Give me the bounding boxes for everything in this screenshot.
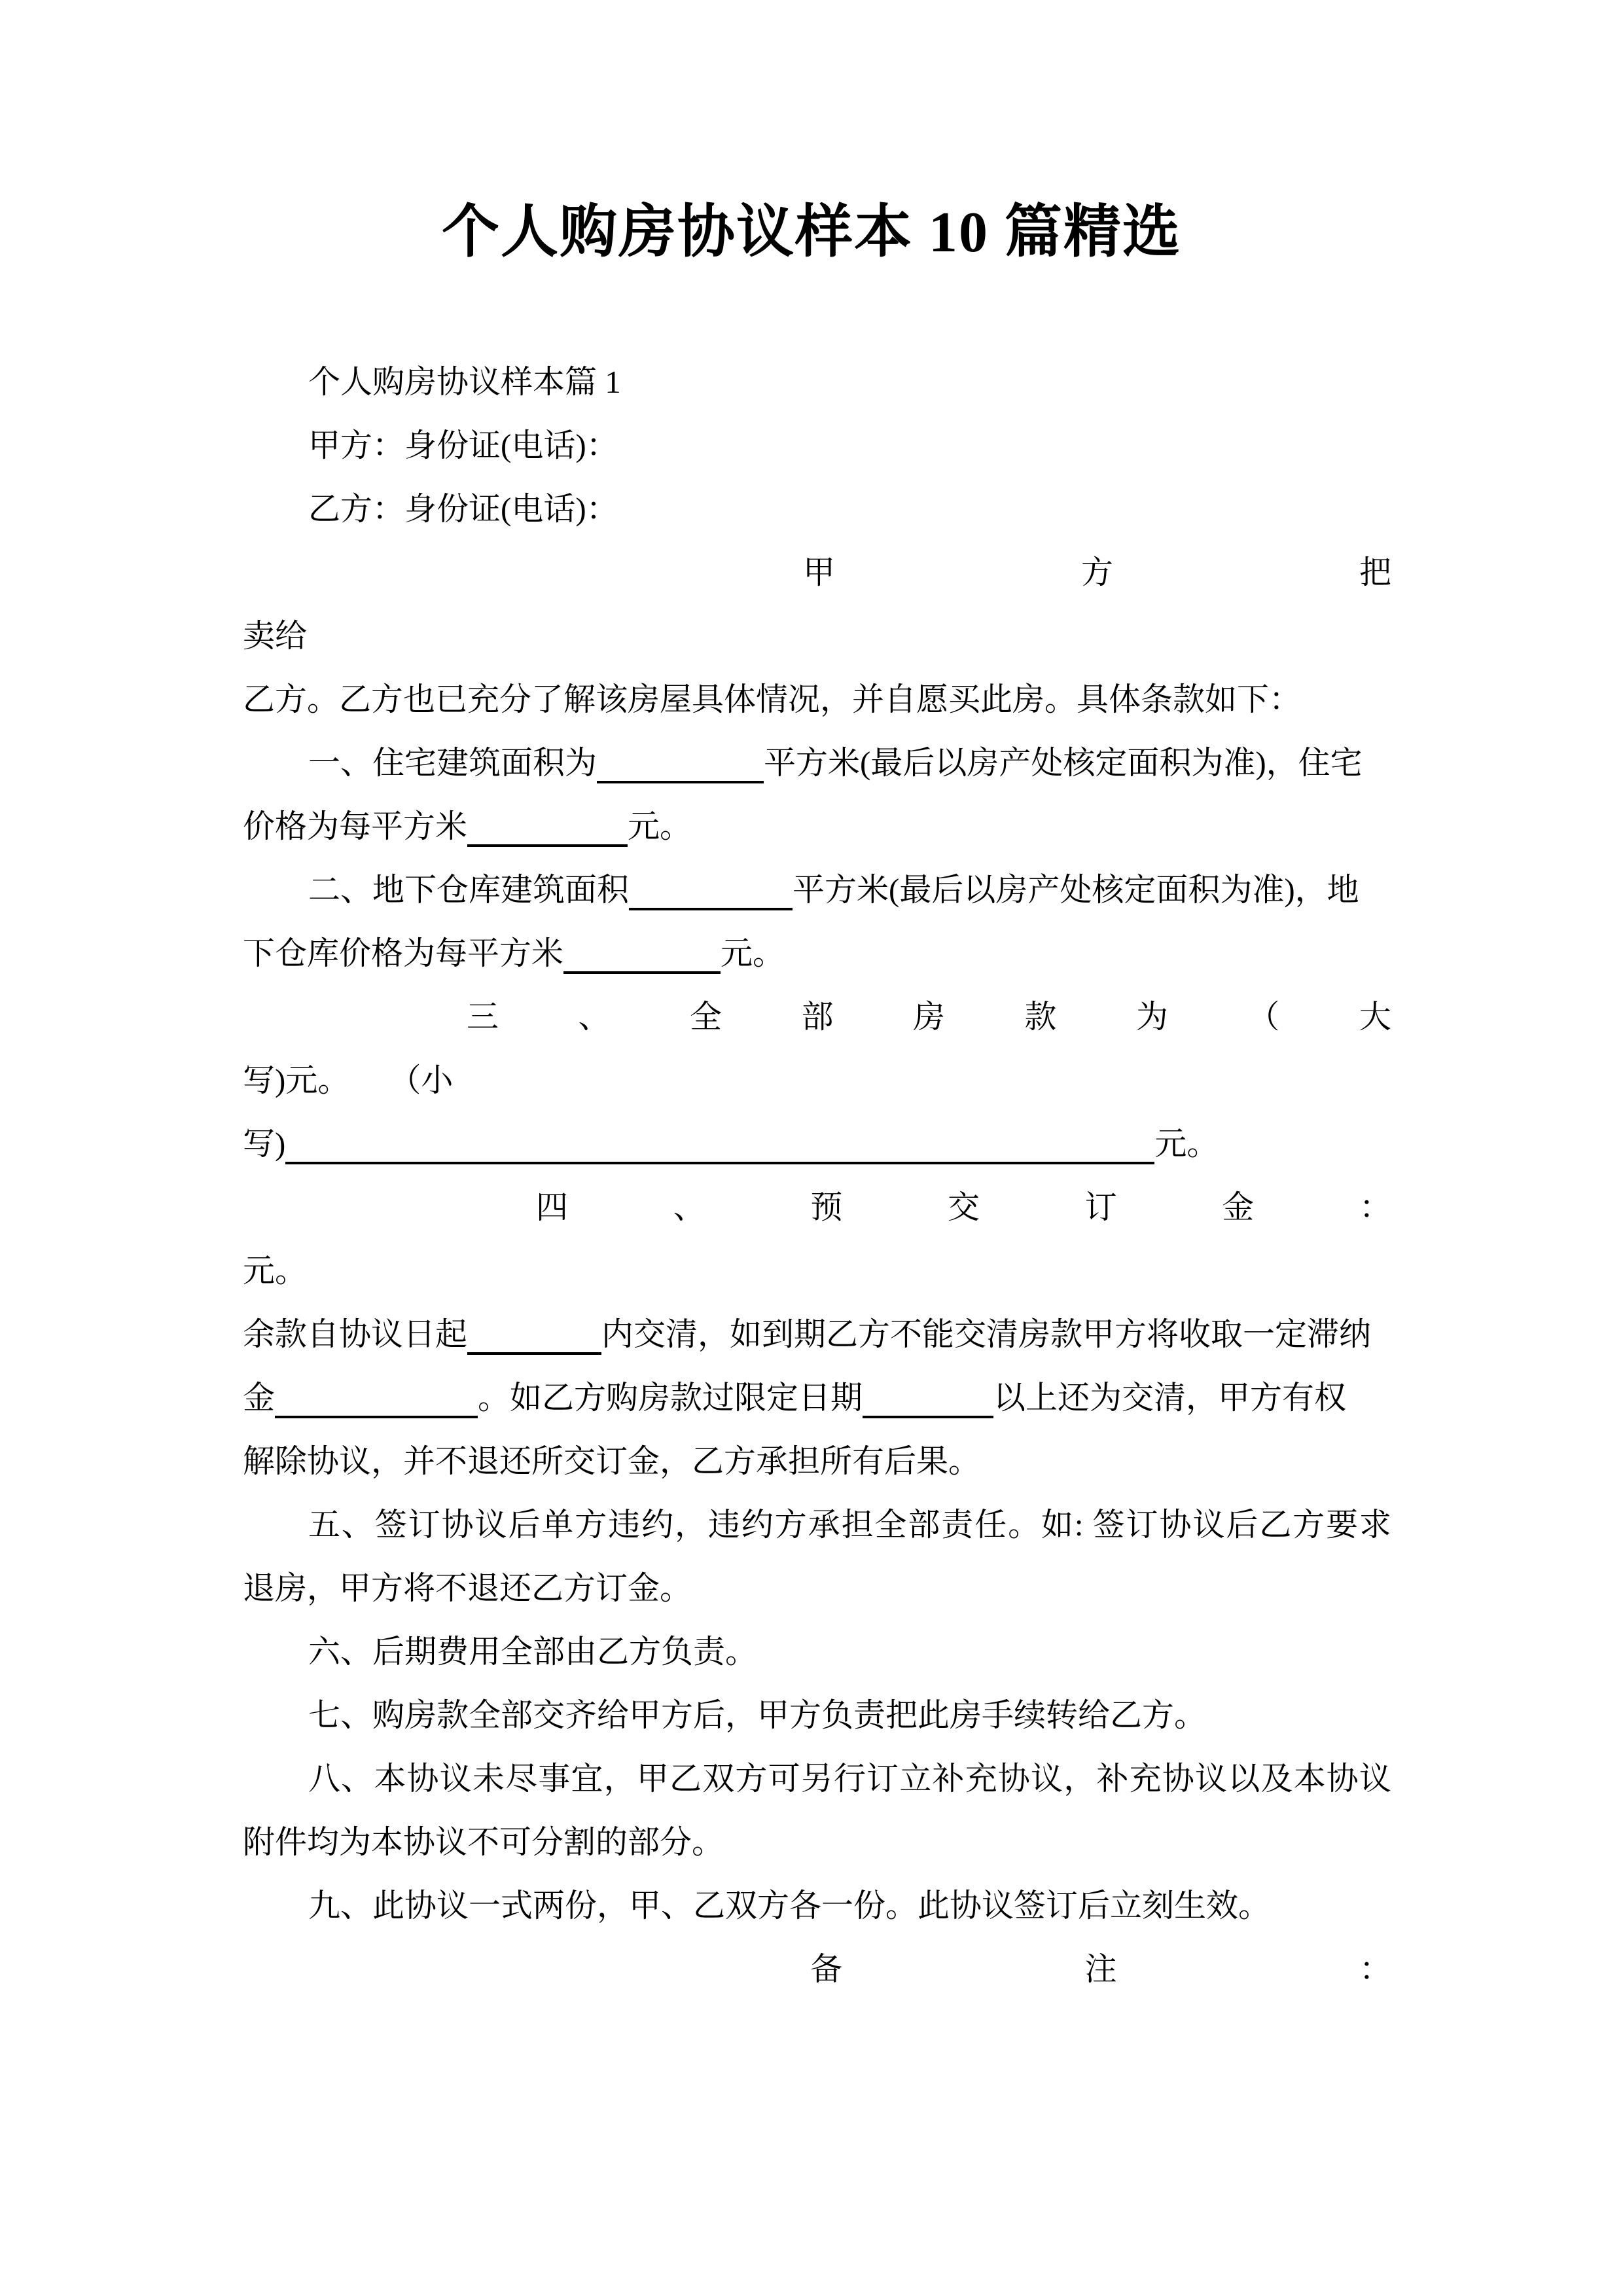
clause-3-line-1 bbox=[243, 985, 1391, 1049]
spread-char: 三 bbox=[467, 999, 499, 1035]
clause-2-text-pre: 二、地下仓库建筑面积 bbox=[308, 872, 630, 908]
late-fee-post: 以上还为交清，甲方有权 bbox=[993, 1380, 1347, 1416]
spread-char: 备 bbox=[810, 1951, 843, 1987]
clause-8-line-1: 八、本协议未尽事宜，甲乙双方可另行订立补充协议，补充协议以及本协议 bbox=[308, 1761, 1391, 1797]
document-body bbox=[243, 350, 1391, 2064]
spread-char: 部 bbox=[801, 999, 834, 1035]
blank-underline bbox=[467, 795, 628, 847]
spread-char: 四 bbox=[536, 1189, 569, 1225]
clause-1-text-pre: 一、住宅建筑面积为 bbox=[308, 745, 597, 781]
clause-2-line-1 bbox=[243, 858, 1391, 922]
spread-char: 款 bbox=[1024, 999, 1057, 1035]
spread-char: 、 bbox=[673, 1189, 705, 1225]
spread-char: 为 bbox=[1135, 999, 1168, 1035]
clause-1-text-post: 平方米(最后以房产处核定面积为准)，住宅 bbox=[764, 745, 1363, 781]
blank-underline bbox=[467, 1302, 601, 1355]
sold-to-text: 卖给 bbox=[243, 618, 308, 654]
blank-underline bbox=[275, 1366, 478, 1418]
blank-underline bbox=[597, 731, 764, 783]
clause-5-line-2: 退房，甲方将不退还乙方订金。 bbox=[243, 1570, 692, 1606]
clause-3-capital-pre: 写) bbox=[243, 1062, 286, 1098]
clause-2-price-pre: 下仓库价格为每平方米 bbox=[243, 935, 564, 971]
document-title: 个人购房协议样本 10 篇精选 bbox=[441, 201, 1181, 264]
spread-char: 预 bbox=[810, 1189, 843, 1225]
clause-3-capital-post: （小 bbox=[389, 1062, 454, 1098]
clause-1-price-post: 元。 bbox=[628, 808, 692, 844]
late-fee-mid: 。如乙方购房款过限定日期 bbox=[478, 1380, 863, 1416]
clause-1-line-2 bbox=[243, 795, 1391, 858]
spread-char: 房 bbox=[912, 999, 945, 1035]
sold-to-line bbox=[243, 604, 1391, 668]
clause-3-line-2 bbox=[243, 1049, 1391, 1112]
spread-char: 把 bbox=[1359, 554, 1391, 590]
spread-char: 订 bbox=[1084, 1189, 1117, 1225]
clause-1-price-pre: 价格为每平方米 bbox=[243, 808, 468, 844]
deposit-amount-unit: 元。 bbox=[243, 1253, 308, 1289]
clause-4-line-1 bbox=[243, 1175, 1391, 1239]
spread-char: ： bbox=[1359, 1189, 1391, 1225]
clause-9-line: 九、此协议一式两份，甲、乙双方各一份。此协议签订后立刻生效。 bbox=[308, 1888, 1271, 1924]
intro-line: 乙方。乙方也已充分了解该房屋具体情况，并自愿买此房。具体条款如下： bbox=[243, 681, 1302, 717]
spread-char: 交 bbox=[947, 1189, 980, 1225]
remark-underline-line bbox=[243, 2001, 1391, 2064]
spread-char: 注 bbox=[1084, 1951, 1117, 1987]
blank-underline bbox=[629, 858, 793, 910]
clause-3-capital-mid: 元。 bbox=[285, 1062, 350, 1098]
clause-5-line-1: 五、签订协议后单方违约，违约方承担全部责任。如: 签订协议后乙方要求 bbox=[308, 1507, 1391, 1543]
party-a-line: 甲方：身份证(电话)： bbox=[308, 427, 618, 463]
spread-char: （ bbox=[1247, 999, 1280, 1035]
clause-2-text-post: 平方米(最后以房产处核定面积为准)，地 bbox=[793, 872, 1359, 908]
clause-2-price-post: 元。 bbox=[721, 935, 785, 971]
spread-char: ： bbox=[1359, 1951, 1391, 1987]
spread-char: 全 bbox=[689, 999, 722, 1035]
party-b-line: 乙方：身份证(电话)： bbox=[308, 491, 618, 527]
balance-line-1 bbox=[243, 1302, 1391, 1366]
blank-underline bbox=[285, 1112, 1154, 1164]
clause-6-line: 六、后期费用全部由乙方负责。 bbox=[308, 1634, 758, 1670]
clause-7-line: 七、购房款全部交齐给甲方后，甲方负责把此房手续转给乙方。 bbox=[308, 1697, 1207, 1733]
clause-3-small-pre: 写) bbox=[243, 1126, 286, 1162]
clause-1-line-1 bbox=[243, 731, 1391, 795]
seller-phrase-line bbox=[243, 541, 1391, 604]
spread-char: 、 bbox=[578, 999, 611, 1035]
blank-underline bbox=[863, 1366, 993, 1418]
spread-char: 金 bbox=[1222, 1189, 1255, 1225]
spread-char: 甲 bbox=[803, 554, 836, 590]
spread-char: 大 bbox=[1359, 999, 1391, 1035]
spread-char: 方 bbox=[1080, 554, 1113, 590]
clause-8-line-2: 附件均为本协议不可分割的部分。 bbox=[243, 1824, 724, 1860]
balance-text-pre: 余款自协议日起 bbox=[243, 1316, 468, 1352]
clause-2-line-2 bbox=[243, 922, 1391, 985]
balance-line-3: 解除协议，并不退还所交订金，乙方承担所有后果。 bbox=[243, 1443, 981, 1479]
blank-underline bbox=[563, 922, 721, 974]
late-fee-pre: 金 bbox=[243, 1380, 276, 1416]
balance-text-post: 内交清，如到期乙方不能交清房款甲方将收取一定滞纳 bbox=[601, 1316, 1372, 1352]
clause-3-small-post: 元。 bbox=[1154, 1126, 1219, 1162]
clause-4-line-2 bbox=[243, 1239, 1391, 1302]
balance-line-2 bbox=[243, 1366, 1391, 1429]
remark-label-line bbox=[243, 1937, 1391, 2001]
section-heading: 个人购房协议样本篇 1 bbox=[308, 364, 621, 400]
clause-3-line-3 bbox=[243, 1112, 1391, 1175]
